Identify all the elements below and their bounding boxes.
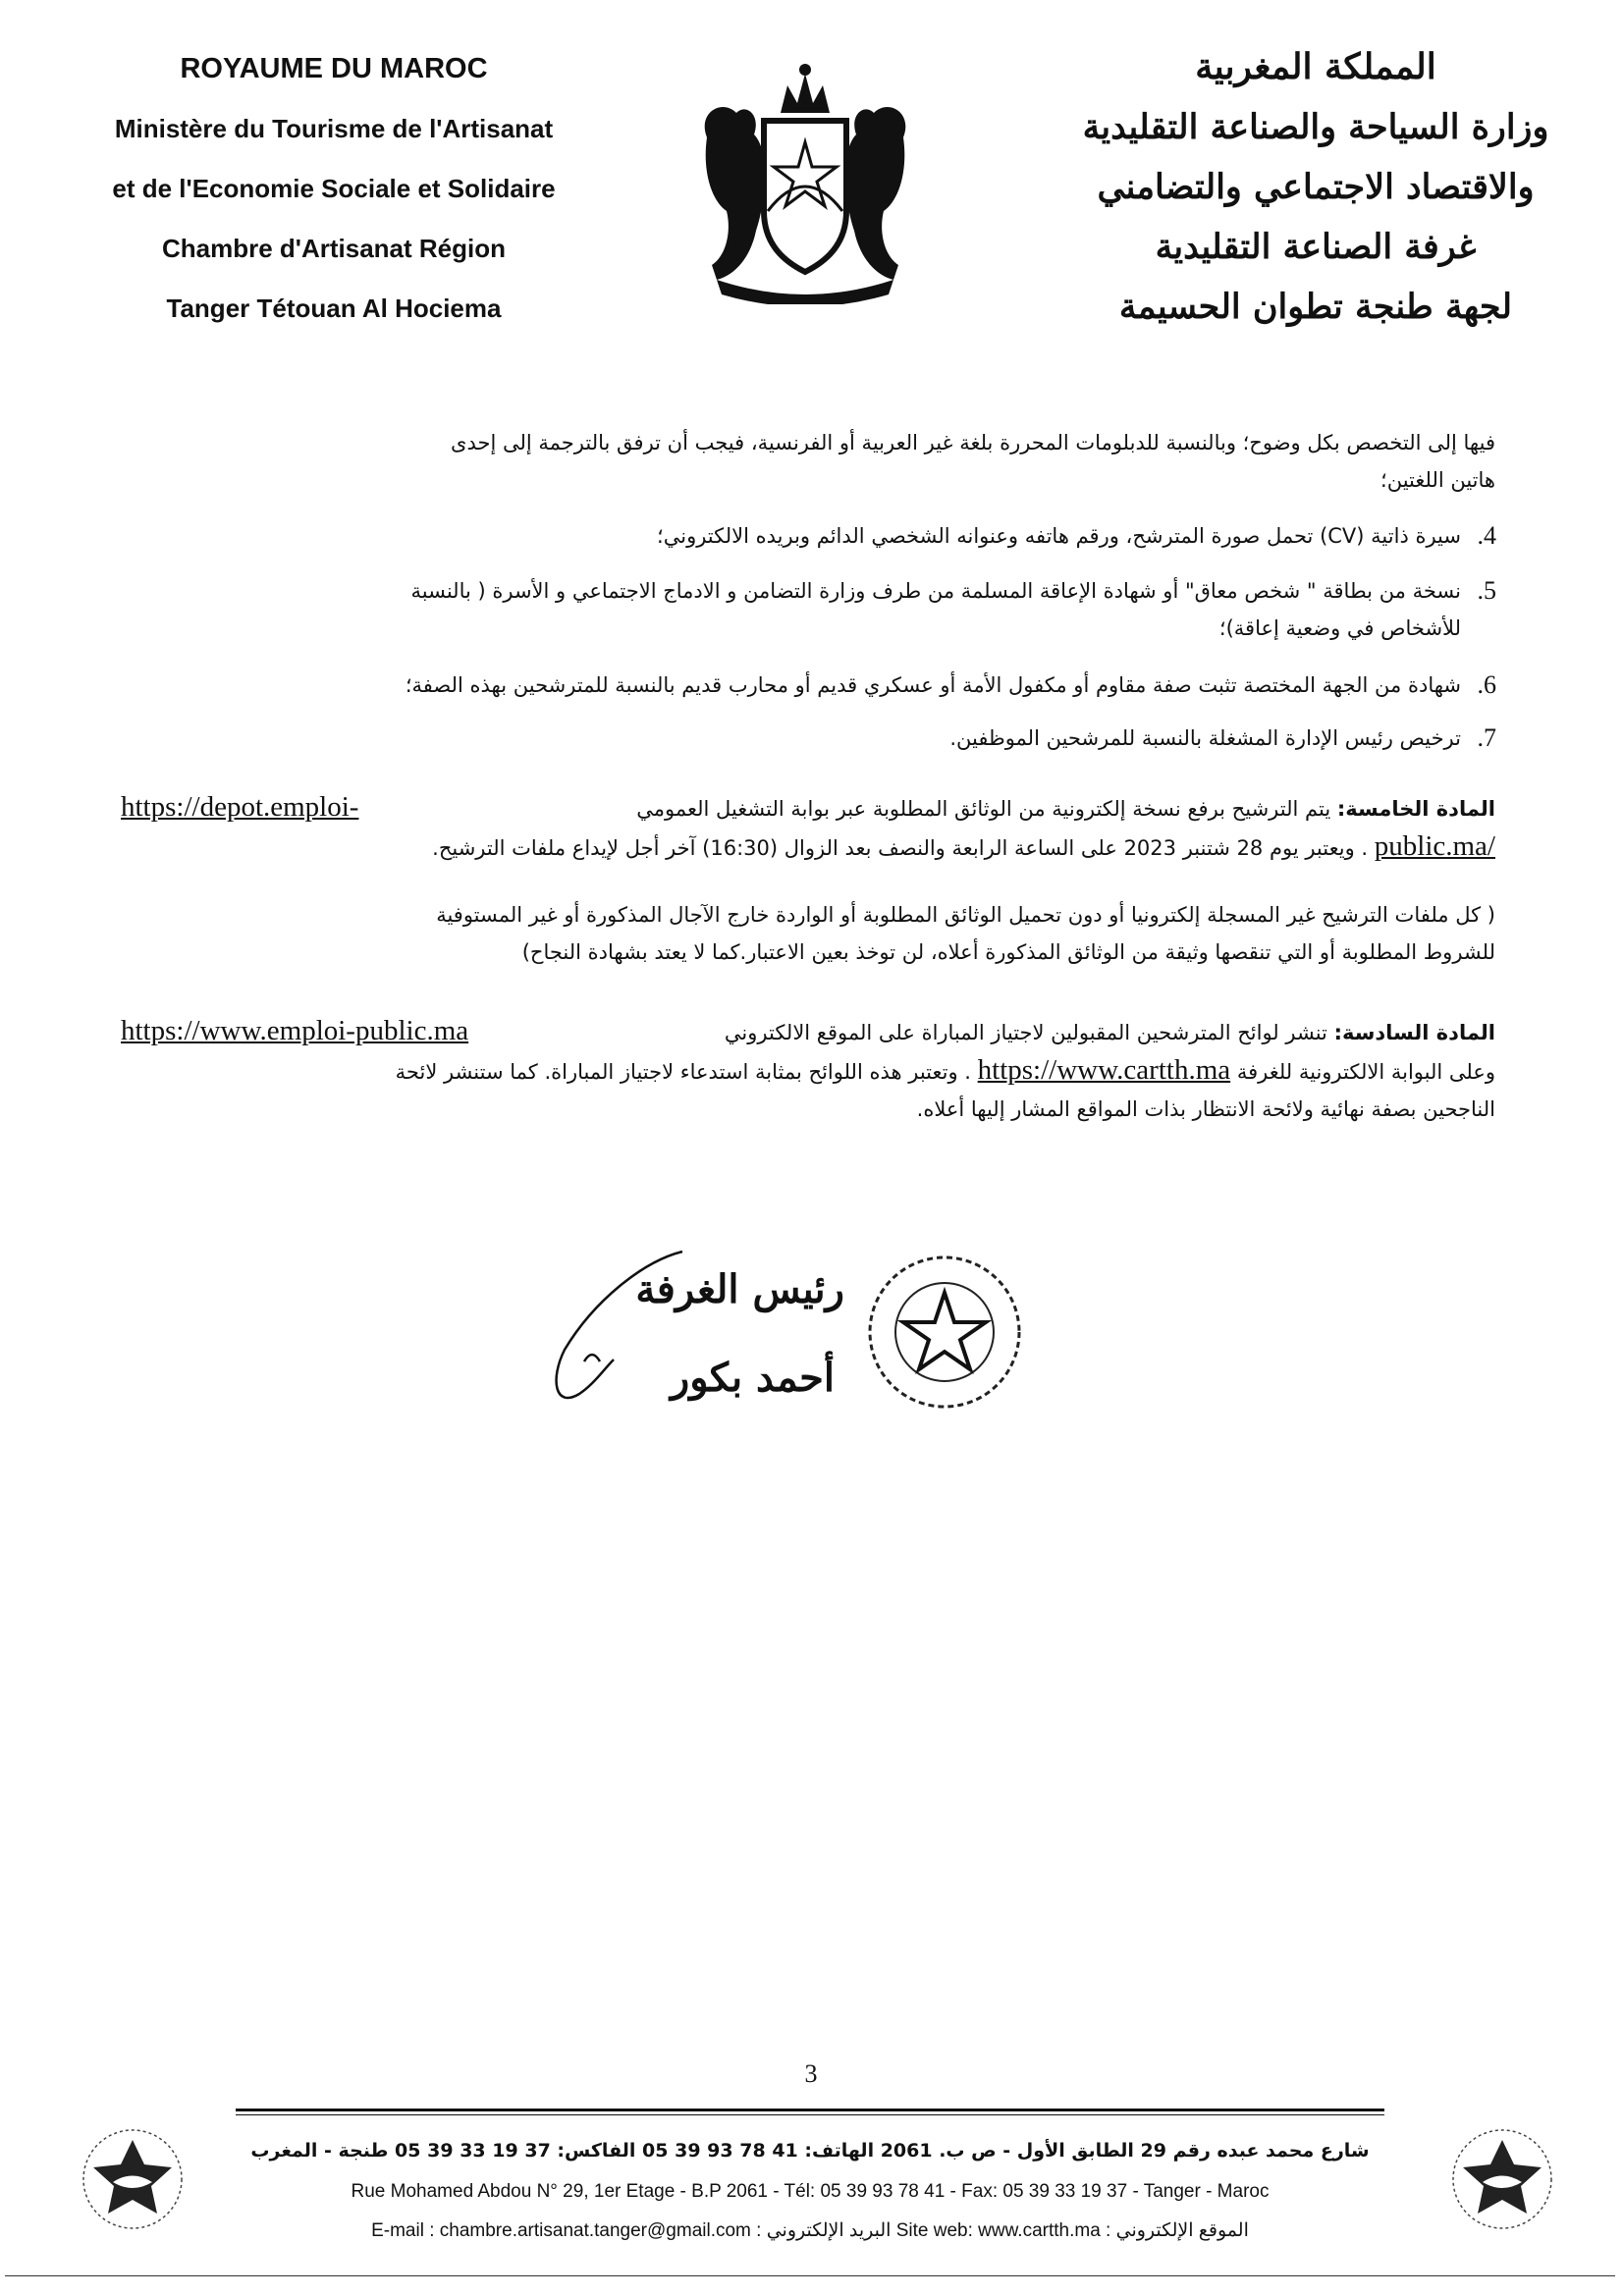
article-5-heading: المادة الخامسة: — [1336, 797, 1495, 821]
star-seal-icon — [864, 1252, 1026, 1414]
header-ar-line-1: المملكة المغربية — [1195, 46, 1436, 87]
emploi-public-url[interactable]: https://www.emploi-public.ma — [121, 1015, 469, 1046]
note-line-2: للشروط المطلوبة أو التي تنقصها وثيقة من الوثائق المذكورة أعلاه، لن توخذ بعين الاعتبار.كما لا يعتد بشهادة النجاح) — [521, 940, 1495, 964]
signatory-name: أحمد بكور — [670, 1355, 835, 1401]
footer-logo-left — [79, 2125, 187, 2233]
list-item-line-1: شهادة من الجهة المختصة تثبت صفة مقاوم أو مكفول الأمة أو عسكري قديم أو محارب قديم بالنسبة للمترشحين بهذه الصفة؛ — [405, 673, 1461, 697]
header-ar-line-4: غرفة الصناعة التقليدية — [1155, 227, 1477, 267]
header-ar-line-5: لجهة طنجة تطوان الحسيمة — [1118, 287, 1513, 327]
footer-bottom-rule — [5, 2275, 1615, 2276]
header-fr-line-4: Chambre d'Artisanat Région — [161, 234, 506, 263]
list-item-number: .4 — [1477, 521, 1496, 550]
list-item-number: .5 — [1477, 576, 1496, 605]
article-6-text-3: . وتعتبر هذه اللوائح بمثابة استدعاء لاجتياز المباراة. كما ستنشر لائحة — [395, 1060, 971, 1084]
depot-url-part-1[interactable]: https://depot.emploi- — [121, 791, 359, 823]
chamber-logo-icon — [1448, 2125, 1556, 2233]
list-item — [86, 572, 1496, 647]
page-number: 3 — [804, 2059, 818, 2088]
article-5 — [121, 788, 1495, 867]
footer-rule-thin — [236, 2114, 1384, 2115]
chamber-logo-icon — [79, 2125, 187, 2233]
list-item-line-1: نسخة من بطاقة " شخص معاق" أو شهادة الإعاقة المسلمة من طرف وزارة التضامن و الادماج الاجتماعي و الأسرة ( بالنسبة — [410, 579, 1461, 603]
article-6-line-3: الناجحين بصفة نهائية ولائحة الانتظار بذات المواقع المشار إليها أعلاه. — [916, 1097, 1495, 1121]
signatory-title: رئيس الغرفة — [635, 1266, 844, 1312]
list-item — [120, 667, 1496, 704]
list-item-number: .7 — [1477, 723, 1496, 752]
list-item — [120, 517, 1496, 555]
header-fr-line-5: Tanger Tétouan Al Hociema — [166, 294, 502, 323]
header-fr-line-2: Ministère du Tourisme de l'Artisanat — [114, 114, 554, 143]
article-5-text-2: . ويعتبر يوم 28 شتنبر 2023 على الساعة الرابعة والنصف بعد الزوال (16:30) آخر أجل لإيداع ملفات الترشيح. — [432, 836, 1369, 860]
article-6-text-2: وعلى البوابة الالكترونية للغرفة — [1236, 1060, 1495, 1084]
article-5-text-1: يتم الترشيح برفع نسخة إلكترونية من الوثائق المطلوبة عبر بوابة التشغيل العمومي — [636, 797, 1331, 821]
continued-line-2: هاتين اللغتين؛ — [1380, 468, 1495, 492]
header-ar-line-3: والاقتصاد الاجتماعي والتضامني — [1097, 167, 1535, 207]
list-item — [120, 720, 1496, 757]
list-item-number: .6 — [1477, 670, 1496, 699]
footer-arabic-address: شارع محمد عبده رقم 29 الطابق الأول - ص ب. 2061 الهاتف: 41 78 93 39 05 الفاكس: 37 19 33 39 05 طنجة - المغرب — [250, 2140, 1370, 2162]
continued-line-1: فيها إلى التخصص بكل وضوح؛ وبالنسبة للدبلومات المحررة بلغة غير العربية أو الفرنسية، فيجب أن ترفق بالترجمة إلى إحدى — [451, 431, 1495, 454]
header-fr-line-3: et de l'Economie Sociale et Solidaire — [112, 174, 556, 203]
depot-url-part-2[interactable]: public.ma/ — [1374, 830, 1495, 862]
chamber-seal — [864, 1252, 1026, 1414]
list-item-line-1: سيرة ذاتية (CV) تحمل صورة المترشح، ورقم هاتفه وعنوانه الشخصي الدائم وبريده الالكتروني؛ — [657, 524, 1461, 548]
header-ar-line-2: وزارة السياحة والصناعة التقليدية — [1082, 107, 1549, 147]
footer-email-website: E-mail : chambre.artisanat.tanger@gmail.com : البريد الإلكتروني Site web: www.cartth.ma : الموقع الإلكتروني — [371, 2220, 1249, 2241]
list-item-line-2: للأشخاص في وضعية إعاقة)؛ — [1218, 616, 1461, 640]
footer-rule — [236, 2109, 1384, 2111]
footer-logo-right — [1448, 2125, 1556, 2233]
article-6-text-1: تنشر لوائح المترشحين المقبولين لاجتياز المباراة على الموقع الالكتروني — [724, 1021, 1327, 1044]
continued-paragraph — [121, 424, 1495, 499]
rejection-note — [121, 896, 1495, 971]
footer-french-address: Rue Mohamed Abdou N° 29, 1er Etage - B.P 2061 - Tél: 05 39 93 78 41 - Fax: 05 39 33 19 37 - Tanger - Maroc — [351, 2181, 1270, 2202]
header-fr-line-1: ROYAUME DU MAROC — [180, 53, 488, 84]
article-6-heading: المادة السادسة: — [1333, 1021, 1495, 1044]
list-item-line-1: ترخيص رئيس الإدارة المشغلة بالنسبة للمرشحين الموظفين. — [949, 726, 1461, 750]
article-6 — [121, 1012, 1495, 1128]
cartth-url[interactable]: https://www.cartth.ma — [977, 1054, 1231, 1086]
note-line-1: ( كل ملفات الترشيح غير المسجلة إلكترونيا أو دون تحميل الوثائق المطلوبة أو الواردة خارج الآجال المذكورة أو غير المستوفية — [436, 903, 1495, 927]
